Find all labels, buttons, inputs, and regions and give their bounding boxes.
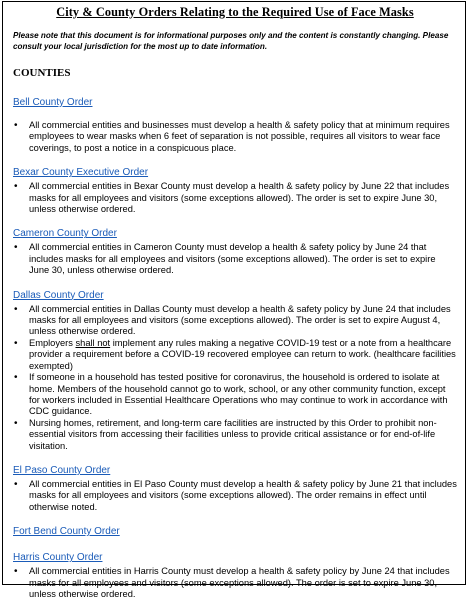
list-item: • All commercial entities in Cameron County must develop a health & safety policy by June 24 that includes masks for all employees and visitors (some exceptions allowed). The order is set to expire June 30, unless otherwise ordered.: [13, 242, 457, 276]
bullet-text: Employers: [29, 337, 76, 348]
list-item: • All commercial entities and businesses must develop a health & safety policy that at minimum requires employees to wear masks when 6 feet of separation is not possible, requires all visitors to wear face coverings, to post a notice in a conspicuous place.: [13, 120, 457, 154]
bullet-text: implement any rules making a negative COVID-19 test or a note from a healthcare provider a requirement before a COVID-19 recovered employee can return to work. (healthcare facilities exempted): [29, 337, 456, 371]
county-el-paso: [13, 460, 457, 513]
el-paso-county-bullets: [13, 479, 457, 513]
county-harris: [13, 547, 457, 600]
disclaimer-note: Please note that this document is for informational purposes only and the content is constantly changing. Please consult your local jurisdiction for the most up to date information.: [13, 31, 449, 51]
county-cameron: [13, 223, 457, 276]
cameron-county-order-link[interactable]: Cameron County Order: [13, 228, 117, 240]
bexar-county-order-link[interactable]: Bexar County Executive Order: [13, 167, 149, 179]
bell-county-bullets: [13, 120, 457, 154]
county-bell: [13, 92, 457, 154]
fort-bend-county-order-link[interactable]: Fort Bend County Order: [13, 526, 120, 538]
dallas-county-order-link[interactable]: Dallas County Order: [13, 289, 104, 301]
document-page: [2, 1, 466, 599]
list-item: • All commercial entities in Dallas County must develop a health & safety policy by June 24 that includes masks for all employees and visitors (some exceptions allowed). The order is set to expire August 4, unless otherwise ordered.: [13, 304, 457, 338]
dallas-county-bullets: [13, 304, 457, 452]
bexar-county-bullets: [13, 181, 457, 215]
county-bexar: [13, 162, 457, 215]
list-item: • All commercial entities in El Paso County must develop a health & safety policy by June 21 that includes masks for all employees and visitors (some exceptions allowed). The order remains in effect until otherwise noted.: [13, 479, 457, 513]
harris-county-bullets: [13, 566, 457, 600]
county-dallas: [13, 285, 457, 452]
document-title: City & County Orders Relating to the Required Use of Face Masks: [56, 5, 414, 19]
list-item: [13, 338, 457, 372]
cameron-county-bullets: [13, 242, 457, 276]
list-item: • All commercial entities in Harris County must develop a health & safety policy by June 24 that includes masks for all employees and visitors (some exceptions allowed). The order is set to expire June 30, unless otherwise ordered.: [13, 566, 457, 600]
county-fort-bend: [13, 521, 457, 539]
harris-county-order-link[interactable]: Harris County Order: [13, 552, 103, 564]
list-item: • Nursing homes, retirement, and long-term care facilities are instructed by this Order to prohibit non-essential visitors from accessing their facilities unless to provide critical assistance or for end-of-life visitation.: [13, 418, 457, 452]
list-item: • If someone in a household has tested positive for coronavirus, the household is ordered to isolate at home. Members of the household cannot go to work, school, or any other community function, except for workers included in Essential Healthcare Operations who may continue to work in accordance with CDC guidance.: [13, 372, 457, 418]
el-paso-county-order-link[interactable]: El Paso County Order: [13, 464, 111, 476]
bell-county-order-link[interactable]: Bell County Order: [13, 97, 93, 108]
section-heading-counties: COUNTIES: [13, 67, 71, 79]
list-item: • All commercial entities in Bexar County must develop a health & safety policy by June 22 that includes masks for all employees and visitors (some exceptions allowed). The order is set to expire June 30, unless otherwise ordered.: [13, 181, 457, 215]
emphasis-text: shall not: [75, 337, 111, 348]
